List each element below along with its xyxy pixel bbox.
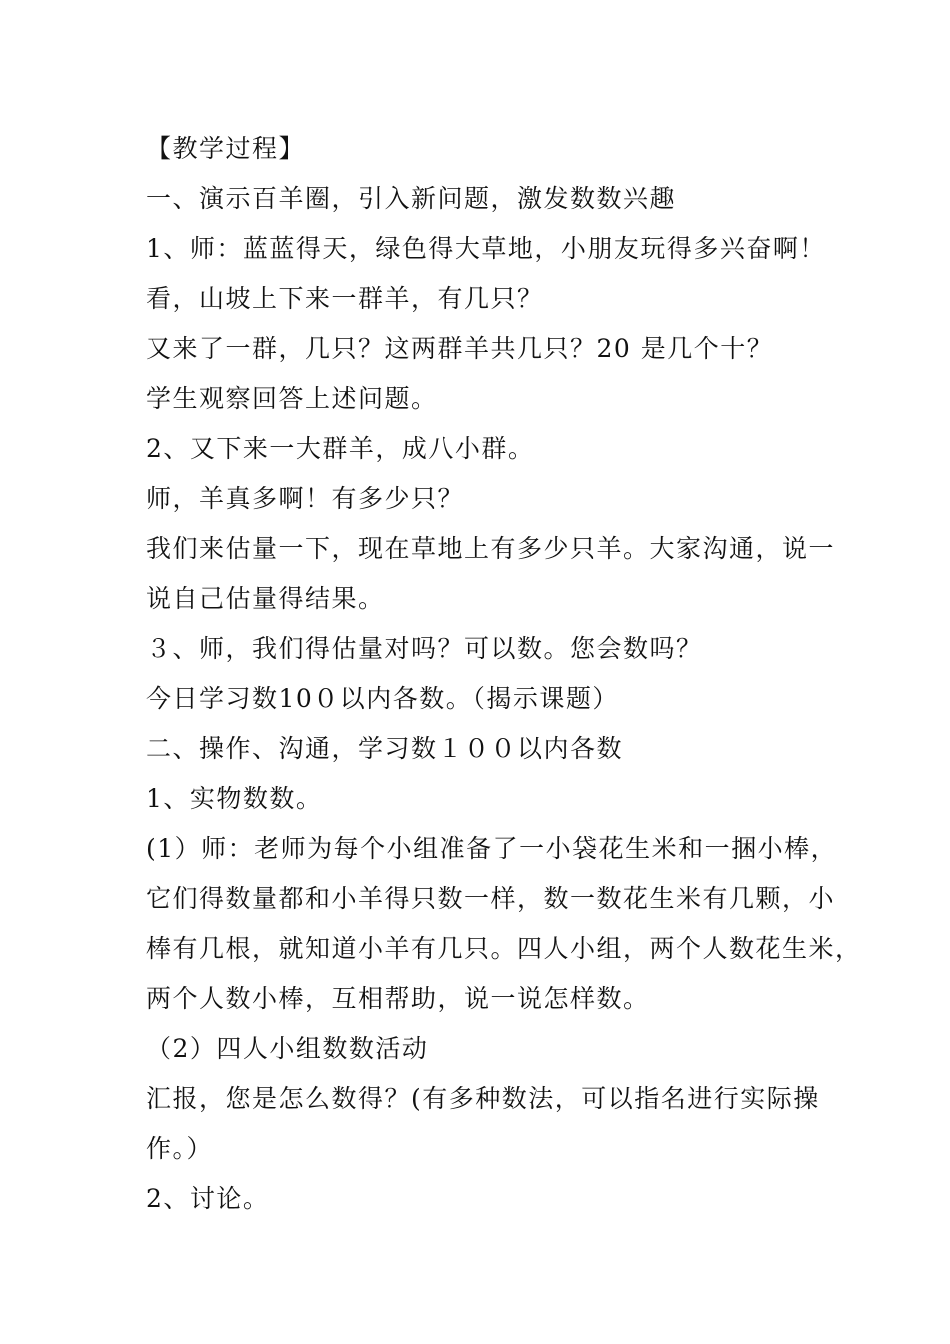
paragraph-line: 棒有几根，就知道小羊有几只。四人小组，两个人数花生米，: [146, 934, 862, 963]
subsection-heading: 二、操作、沟通，学习数１００以内各数: [146, 734, 624, 763]
paragraph-line: 1、师：蓝蓝得天，绿色得大草地，小朋友玩得多兴奋啊！: [146, 234, 826, 263]
paragraph-line: 汇报，您是怎么数得？(有多种数法，可以指名进行实际操: [146, 1084, 820, 1113]
paragraph-line: 两个人数小棒，互相帮助，说一说怎样数。: [146, 984, 650, 1013]
paragraph-line: 说自己估量得结果。: [146, 584, 385, 613]
paragraph-line: （2）四人小组数数活动: [146, 1034, 429, 1063]
paragraph-line: ３、师，我们得估量对吗？可以数。您会数吗？: [146, 634, 703, 663]
paragraph-line: 作。）: [146, 1134, 214, 1163]
paragraph-line: 2、又下来一大群羊，成八小群。: [146, 434, 535, 463]
paragraph-line: 它们得数量都和小羊得只数一样，数一数花生米有几颗，小: [146, 884, 836, 913]
paragraph-line: 师，羊真多啊！有多少只？: [146, 484, 465, 513]
paragraph-line: 1、实物数数。: [146, 784, 323, 813]
paragraph-line: 我们来估量一下，现在草地上有多少只羊。大家沟通，说一: [146, 534, 836, 563]
paragraph-line: 看，山坡上下来一群羊，有几只？: [146, 284, 544, 313]
paragraph-line: 2、讨论。: [146, 1184, 270, 1213]
paragraph-line: 今日学习数10０以内各数。（揭示课题）: [146, 684, 619, 713]
section-heading: 【教学过程】: [146, 134, 306, 163]
document-body: [146, 124, 862, 1224]
subsection-heading: 一、演示百羊圈，引入新问题，激发数数兴趣: [146, 184, 677, 213]
paragraph-line: 又来了一群，几只？这两群羊共几只？20 是几个十？: [146, 334, 774, 363]
paragraph-line: (1）师：老师为每个小组准备了一小袋花生米和一捆小棒，: [146, 834, 838, 863]
paragraph-line: 学生观察回答上述问题。: [146, 384, 438, 413]
